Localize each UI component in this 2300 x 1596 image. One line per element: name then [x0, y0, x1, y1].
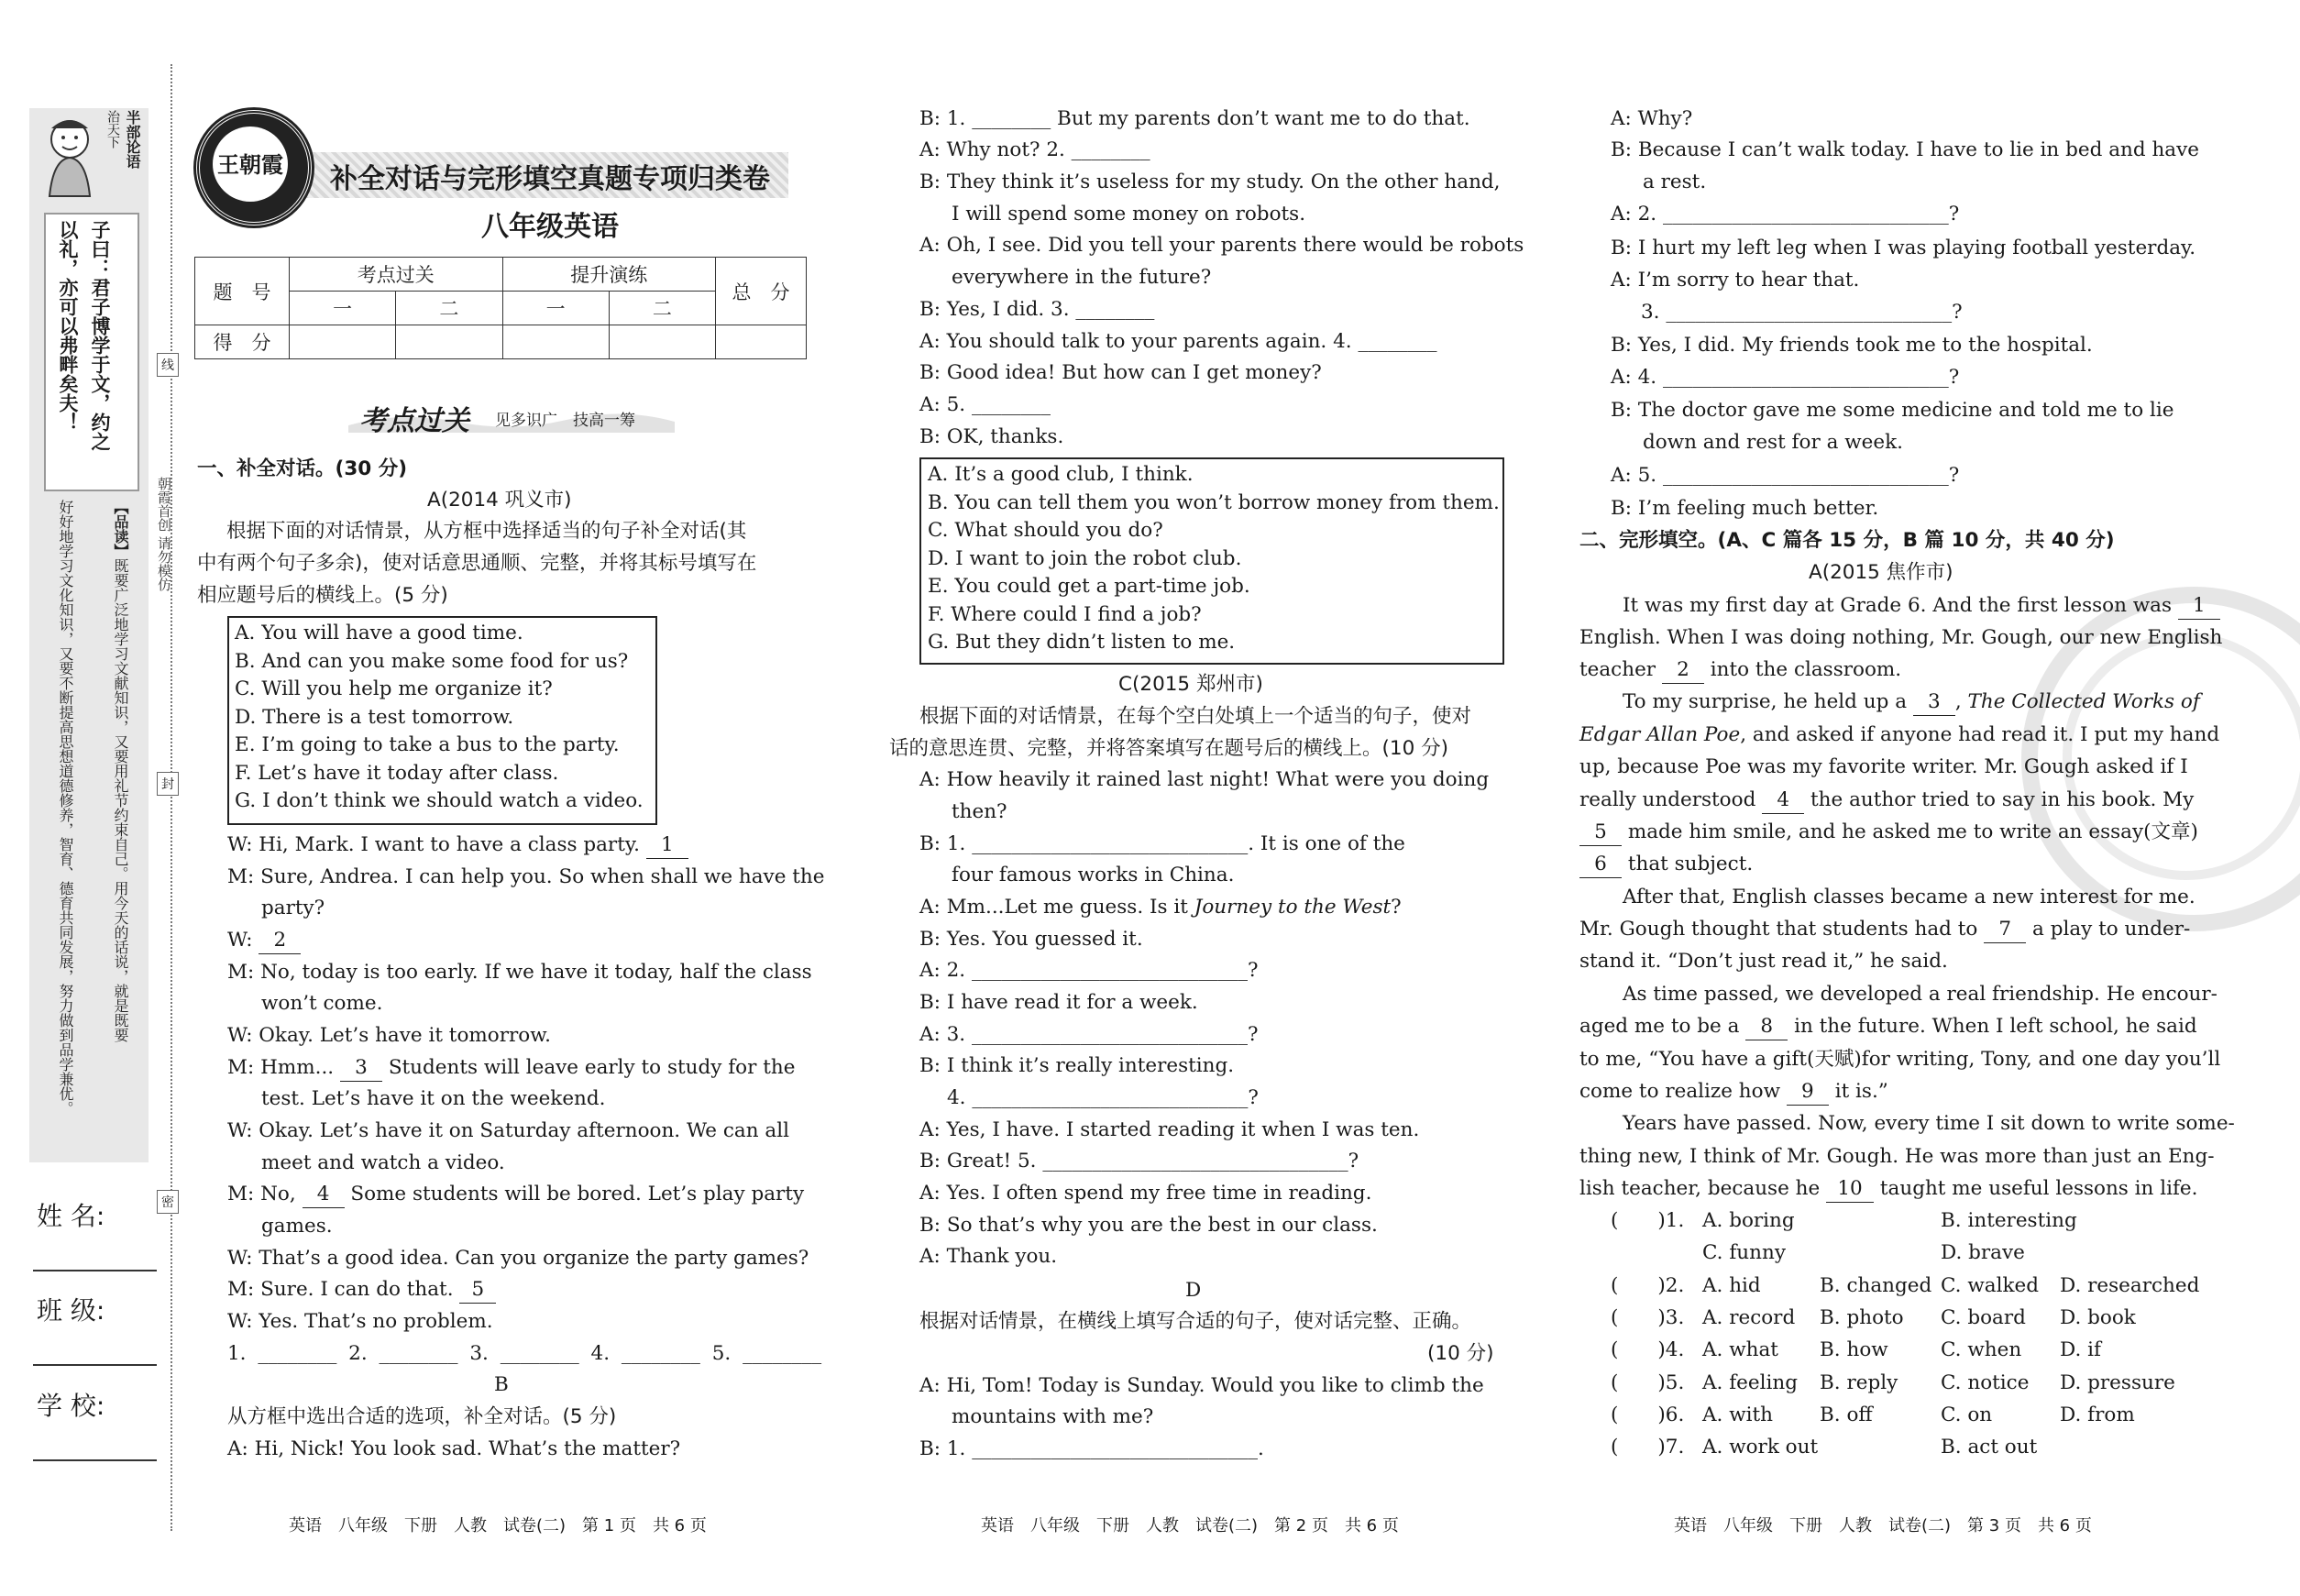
cloze-blank[interactable]: 8	[1745, 1014, 1788, 1040]
book-title: Edgar Allan Poe	[1579, 723, 1741, 746]
dialogue-line: then?	[952, 800, 1007, 823]
score-cell[interactable]	[290, 325, 396, 359]
dialogue-line: A: How heavily it rained last night! What were you doing	[919, 768, 1490, 791]
name-field[interactable]	[33, 1270, 157, 1271]
choice-option: A. work out	[1702, 1436, 1819, 1459]
passage-line	[1579, 1075, 1888, 1107]
choice-option: A. feeling	[1702, 1370, 1798, 1394]
dialogue-line: M: No, today is too early. If we have it today, half the class	[227, 961, 812, 984]
passage-text: teacher	[1579, 658, 1656, 681]
dialogue-line: I will spend some money on robots.	[952, 203, 1306, 226]
pindu-text-1	[110, 500, 130, 1141]
answer-blank[interactable]: 3	[340, 1055, 382, 1082]
banner-subtitle: 见多识广 技高一筹	[495, 412, 635, 430]
answer-blank[interactable]: 2	[259, 928, 301, 954]
dialogue-text: Some students will be bored. Let’s play party	[350, 1183, 805, 1205]
passage-text: a play to under-	[2032, 918, 2191, 941]
question-number[interactable]: ( )5.	[1611, 1370, 1685, 1394]
dialogue-line: A: Oh, I see. Did you tell your parents there would be robots	[919, 234, 1524, 257]
question-number[interactable]: ( )3.	[1611, 1305, 1685, 1329]
score-row-label: 得 分	[195, 325, 290, 359]
option: A. It’s a good club, I think.	[928, 463, 1194, 486]
part-d-heading: D	[1185, 1279, 1202, 1302]
page-footer-2: 英语 八年级 下册 人教 试卷(二) 第 2 页 共 6 页	[981, 1516, 1399, 1535]
passage-line	[1579, 816, 2198, 848]
dialogue-line	[227, 829, 688, 861]
passage-line	[1579, 1010, 2197, 1042]
option: D. There is a test tomorrow.	[235, 705, 514, 729]
dialogue-text: A: Mm...Let me guess. Is it	[919, 896, 1188, 919]
passage-text: , and asked if anyone had read it. I put my hand	[1740, 723, 2220, 746]
name-label: 姓 名:	[37, 1201, 105, 1231]
option: C. Will you help me organize it?	[235, 677, 553, 700]
instruction: 中有两个句子多余)，使对话意思通顺、完整，并将其标号填写在	[197, 552, 757, 575]
section-2-heading: 二、完形填空。(A、C 篇各 15 分，B 篇 10 分，共 40 分)	[1579, 529, 2115, 552]
passage-text: into the classroom.	[1710, 658, 1902, 681]
dialogue-line: B: I have read it for a week.	[919, 991, 1198, 1014]
dialogue-line: won’t come.	[261, 992, 383, 1015]
choice-option: A. what	[1702, 1338, 1778, 1362]
answer-line[interactable]: 1. ________ 2. ________ 3. ________ 4. ________ 5. ________	[227, 1342, 822, 1365]
cut-line	[171, 64, 172, 1531]
dialogue-line: B: Because I can’t walk today. I have to lie in bed and have	[1611, 138, 2199, 161]
dialogue-text: M: No,	[227, 1183, 296, 1205]
class-label: 班 级:	[37, 1295, 105, 1326]
choice-option: D. pressure	[2060, 1370, 2175, 1394]
choice-option: B. changed	[1820, 1273, 1932, 1297]
choice-option: A. hid	[1702, 1273, 1761, 1297]
passage-line: English. When I was doing nothing, Mr. Gough, our new English	[1579, 626, 2223, 649]
passage-text: in the future. When I left school, he said	[1794, 1015, 2197, 1038]
choice-option: A. record	[1702, 1305, 1796, 1329]
dialogue-line: A: Yes. I often spend my free time in reading.	[919, 1182, 1372, 1205]
passage-text: taught me useful lessons in life.	[1879, 1177, 2198, 1200]
points-note: (10 分)	[1427, 1342, 1494, 1365]
confucius-quote-1: 子曰：君子博学于文，约之	[89, 220, 111, 451]
instruction: 根据下面的对话情景，在每个空白处填上一个适当的句子，使对	[919, 705, 1472, 728]
choice-option: C. walked	[1941, 1273, 2039, 1297]
passage-text: really understood	[1579, 788, 1756, 811]
instruction: 根据下面的对话情景，从方框中选择适当的句子补全对话(其	[226, 520, 747, 543]
dialogue-line: B: Yes, I did. 3. ________	[919, 298, 1155, 321]
cloze-blank[interactable]: 10	[1826, 1176, 1874, 1203]
cloze-blank[interactable]: 2	[1662, 657, 1704, 684]
option: A. You will have a good time.	[235, 622, 523, 644]
option: B. You can tell them you won’t borrow money from them.	[928, 490, 1500, 514]
dialogue-line: M: Sure, Andrea. I can help you. So when shall we have the	[227, 865, 825, 888]
dialogue-line: A: Yes, I have. I started reading it when I was ten.	[919, 1118, 1420, 1141]
question-number[interactable]: ( )4.	[1611, 1338, 1685, 1362]
slogan: 半部论语	[124, 110, 141, 169]
dialogue-text: M: Sure. I can do that.	[227, 1278, 454, 1301]
cloze-blank[interactable]: 4	[1762, 787, 1804, 814]
passage-line: to me, “You have a gift(天赋)for writing, Tony, and one day you’ll	[1579, 1048, 2221, 1071]
choice-option: A. with	[1702, 1403, 1773, 1426]
dialogue-line: B: The doctor gave me some medicine and told me to lie	[1611, 399, 2174, 422]
answer-blank[interactable]: 5	[459, 1277, 496, 1304]
instruction: 根据对话情景，在横线上填写合适的句子，使对话完整、正确。	[919, 1310, 1472, 1333]
dialogue-line: B: They think it’s useless for my study. On the other hand,	[919, 171, 1501, 193]
brand-vertical: 朝霞首创 请勿模仿	[156, 477, 172, 591]
dialogue-line: B: Yes. You guessed it.	[919, 928, 1143, 951]
pindu-text-2: 好好地学习文化知识，又要不断提高思想道德修养，智育、德育共同发展，努力做到品学兼优。	[57, 500, 74, 1116]
passage-line	[1579, 784, 2194, 816]
slogan-2: 治天下	[105, 110, 120, 149]
dialogue-line[interactable]: 3. _____________________________?	[1641, 301, 1963, 324]
dialogue-line[interactable]: A: 2. _____________________________?	[1611, 203, 1960, 226]
choice-option: D. brave	[1941, 1241, 2025, 1265]
dialogue-line: test. Let’s have it on the weekend.	[261, 1087, 606, 1110]
col-number-header: 题 号	[195, 258, 290, 325]
dialogue-text: Students will leave early to study for the	[388, 1056, 796, 1079]
passage-line	[1579, 913, 2190, 945]
dialogue-line	[227, 1273, 496, 1305]
school-field[interactable]	[33, 1459, 157, 1461]
choice-option: D. researched	[2060, 1273, 2200, 1297]
passage-line	[1579, 1172, 2198, 1205]
dialogue-line[interactable]: B: Great! 5. _______________________________?	[919, 1150, 1359, 1172]
passage-text: To my surprise, he held up a	[1623, 690, 1908, 713]
option: C. What should you do?	[928, 519, 1163, 542]
passage-text: It was my first day at Grade 6. And the first lesson was	[1623, 594, 2173, 617]
dialogue-line	[227, 1051, 795, 1084]
choice-option: D. if	[2060, 1338, 2101, 1362]
question-number[interactable]: ( )2.	[1611, 1273, 1685, 1297]
score-table	[194, 257, 807, 359]
passage-line: up, because Poe was my favorite writer. Mr. Gough asked if I	[1579, 755, 2188, 778]
option-list-b	[928, 461, 1500, 657]
dialogue-line[interactable]: B: 1. _____________________________.	[919, 1437, 1264, 1460]
dialogue-line: party?	[261, 897, 325, 919]
choice-option: B. reply	[1820, 1370, 1898, 1394]
scholar-mascot-icon	[35, 112, 105, 200]
instruction: 话的意思连贯、完整，并将答案填写在题号后的横线上。(10 分)	[889, 737, 1448, 760]
passage-line	[1579, 719, 2219, 751]
dialogue-line: W: Okay. Let’s have it tomorrow.	[227, 1024, 551, 1047]
brand-logo-text: 王朝霞	[217, 151, 283, 178]
score-cell[interactable]	[716, 325, 807, 359]
book-title: The Collected Works of	[1967, 690, 2200, 713]
passage-line: thing new, I think of Mr. Gough. He was more than just an Eng-	[1579, 1145, 2215, 1168]
cut-mark-3: 密	[157, 1190, 179, 1214]
dialogue-line: A: Why not? 2. ________	[919, 138, 1150, 161]
passage-text: it is.”	[1834, 1080, 1888, 1103]
passage-text: lish teacher, because he	[1579, 1177, 1821, 1200]
dialogue-line[interactable]: A: 2. ____________________________?	[919, 959, 1259, 982]
dialogue-line: down and rest for a week.	[1643, 431, 1903, 454]
total-header: 总 分	[716, 258, 807, 325]
option: G. I don’t think we should watch a video.	[235, 789, 644, 812]
dialogue-line: B: Yes, I did. My friends took me to the hospital.	[1611, 334, 2093, 357]
dialogue-line[interactable]: A: 3. ____________________________?	[919, 1023, 1259, 1046]
sub-header: 一	[290, 292, 396, 325]
document-title: 补全对话与完形填空真题专项归类卷	[330, 163, 770, 195]
passage-line: stand it. “Don’t just read it,” he said.	[1579, 950, 1948, 973]
dialogue-text: ?	[1391, 896, 1402, 919]
passage-line	[1623, 589, 2220, 622]
group-header-2: 提升演练	[502, 258, 716, 292]
choice-option: B. interesting	[1941, 1209, 2077, 1232]
cut-mark-2: 封	[157, 772, 179, 796]
dialogue-line[interactable]: A: 5. _____________________________?	[1611, 464, 1960, 487]
dialogue-line: W: Okay. Let’s have it on Saturday afternoon. We can all	[227, 1119, 789, 1142]
dialogue-line: A: I’m sorry to hear that.	[1611, 269, 1860, 292]
score-cell[interactable]	[396, 325, 502, 359]
cloze-blank[interactable]: 6	[1579, 852, 1622, 878]
dialogue-line: B: I’m feeling much better.	[1611, 497, 1879, 520]
dialogue-line: W: Yes. That’s no problem.	[227, 1310, 493, 1333]
dialogue-line: W: That’s a good idea. Can you organize the party games?	[227, 1247, 809, 1270]
question-number[interactable]: ( )7.	[1611, 1436, 1685, 1459]
dialogue-line: A: Hi, Tom! Today is Sunday. Would you like to climb the	[919, 1374, 1484, 1397]
cut-mark-1: 线	[157, 353, 179, 377]
dialogue-line	[227, 1178, 804, 1210]
choice-option: C. when	[1941, 1338, 2022, 1362]
dialogue-text: M: Hmm...	[227, 1056, 335, 1079]
dialogue-line: A: You should talk to your parents again. 4. ________	[919, 330, 1437, 353]
book-title: Journey to the West	[1194, 896, 1392, 919]
dialogue-line: mountains with me?	[952, 1405, 1154, 1428]
dialogue-line: B: So that’s why you are the best in our class.	[919, 1214, 1378, 1237]
passage-line: Years have passed. Now, every time I sit down to write some-	[1623, 1112, 2235, 1135]
cloze-blank[interactable]: 9	[1787, 1079, 1829, 1106]
cloze-blank[interactable]: 7	[1984, 917, 2026, 943]
dialogue-line: a rest.	[1643, 171, 1707, 193]
option: E. You could get a part-time job.	[928, 575, 1250, 598]
answer-blank[interactable]: 1	[646, 832, 688, 859]
dialogue-line: games.	[261, 1215, 333, 1238]
sub-header: 二	[396, 292, 502, 325]
option: D. I want to join the robot club.	[928, 546, 1242, 570]
answer-blank[interactable]: 4	[303, 1182, 345, 1208]
passage-text: the author tried to say in his book. My	[1810, 788, 2195, 811]
passage-line: After that, English classes became a new interest for me.	[1623, 886, 2195, 908]
question-number[interactable]: ( )1.	[1611, 1209, 1685, 1232]
dialogue-line[interactable]: A: 4. _____________________________?	[1611, 366, 1960, 389]
choice-option: D. book	[2060, 1305, 2136, 1329]
score-cell[interactable]	[609, 325, 715, 359]
score-cell[interactable]	[502, 325, 609, 359]
passage-text: Mr. Gough thought that students had to	[1579, 918, 1978, 941]
cloze-blank[interactable]: 1	[2178, 593, 2220, 620]
choice-option: C. on	[1941, 1403, 1993, 1426]
dialogue-line[interactable]: B: 1. ____________________________. It is one of the	[919, 832, 1405, 855]
dialogue-line: B: I hurt my left leg when I was playing football yesterday.	[1611, 237, 2196, 259]
cloze-blank[interactable]: 5	[1579, 820, 1622, 846]
instruction: 相应题号后的横线上。(5 分)	[197, 584, 448, 607]
dialogue-line: A: 5. ________	[919, 393, 1051, 416]
part-c-heading: C(2015 郑州市)	[1118, 673, 1263, 696]
section-1-heading: 一、补全对话。(30 分)	[197, 457, 408, 480]
dialogue-line: everywhere in the future?	[952, 266, 1212, 289]
dialogue-line: B: 1. ________ But my parents don’t want me to do that.	[919, 107, 1470, 130]
passage-line: As time passed, we developed a real friendship. He encour-	[1623, 983, 2217, 1006]
dialogue-line: A: Why?	[1611, 107, 1693, 130]
choice-option: B. act out	[1941, 1436, 2038, 1459]
passage-text: that subject.	[1627, 853, 1754, 875]
passage-line: To my surprise, he held up a 3 , The Collected Works of	[1623, 686, 2200, 718]
dialogue-line: four famous works in China.	[952, 864, 1235, 886]
group-header-1: 考点过关	[290, 258, 503, 292]
passage-line	[1579, 848, 1753, 880]
choice-option: B. off	[1820, 1403, 1873, 1426]
pindu-label: 【品读】	[112, 500, 129, 558]
option: F. Where could I find a job?	[928, 602, 1202, 626]
dialogue-line: B: Good idea! But how can I get money?	[919, 361, 1322, 384]
pindu-body-1: 既要广泛地学习文献知识，又要用礼节约束自己。用今天的话说，就是既要	[112, 558, 129, 1042]
confucius-quote-2: 以礼，亦可以弗畔矣夫！	[57, 220, 79, 432]
passage-text: come to realize how	[1579, 1080, 1780, 1103]
option: E. I’m going to take a bus to the party.	[235, 733, 620, 756]
dialogue-text: W:	[227, 929, 253, 952]
cloze-blank[interactable]: 3	[1913, 689, 1955, 716]
dialogue-text: W: Hi, Mark. I want to have a class party.	[227, 833, 640, 856]
dialogue-line	[919, 891, 1402, 923]
school-label: 学 校:	[37, 1391, 105, 1421]
dialogue-line: A: Hi, Nick! You look sad. What’s the matter?	[227, 1437, 681, 1460]
choice-option: B. how	[1820, 1338, 1888, 1362]
part-b-heading: B	[494, 1373, 509, 1396]
question-number[interactable]: ( )6.	[1611, 1403, 1685, 1426]
choice-option: C. board	[1941, 1305, 2026, 1329]
dialogue-line: meet and watch a video.	[261, 1151, 505, 1174]
passage-line	[1579, 654, 1901, 686]
class-field[interactable]	[33, 1364, 157, 1366]
part-a-heading: A(2014 巩义市)	[427, 489, 572, 512]
page-footer-1: 英语 八年级 下册 人教 试卷(二) 第 1 页 共 6 页	[289, 1516, 707, 1535]
option: F. Let’s have it today after class.	[235, 761, 559, 785]
dialogue-line: B: OK, thanks.	[919, 425, 1064, 448]
instruction: 从方框中选出合适的选项，补全对话。(5 分)	[227, 1405, 617, 1428]
passage-text: made him smile, and he asked me to write an essay(文章)	[1627, 820, 2198, 843]
cloze-a-heading: A(2015 焦作市)	[1809, 561, 1953, 584]
sub-header: 一	[502, 292, 609, 325]
choice-option: B. photo	[1820, 1305, 1904, 1329]
choice-option: C. notice	[1941, 1370, 2030, 1394]
document-subtitle: 八年级英语	[481, 211, 619, 243]
dialogue-line: A: Thank you.	[919, 1245, 1058, 1268]
option: B. And can you make some food for us?	[235, 649, 629, 673]
dialogue-line[interactable]: 4. ____________________________?	[947, 1086, 1259, 1109]
dialogue-line: B: I think it’s really interesting.	[919, 1054, 1235, 1077]
choice-option: A. boring	[1702, 1209, 1795, 1232]
option: G. But they didn’t listen to me.	[928, 631, 1236, 654]
option-list-a	[235, 620, 644, 816]
choice-option: D. from	[2060, 1403, 2135, 1426]
banner-title: 考点过关	[359, 405, 469, 437]
passage-text: aged me to be a	[1579, 1015, 1740, 1038]
sub-header: 二	[609, 292, 715, 325]
dialogue-line	[227, 924, 301, 956]
choice-option: C. funny	[1702, 1241, 1786, 1265]
page-footer-3: 英语 八年级 下册 人教 试卷(二) 第 3 页 共 6 页	[1674, 1516, 2092, 1535]
